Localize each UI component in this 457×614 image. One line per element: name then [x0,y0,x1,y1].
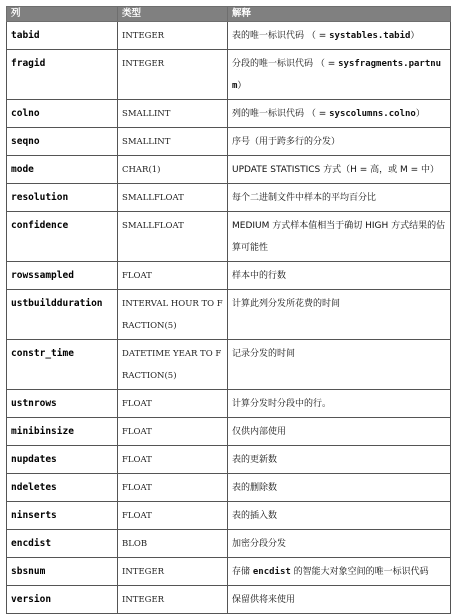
column-type-cell: SMALLINT [118,128,228,156]
code-reference: encdist [252,567,291,577]
description-text: 表的更新数 [232,455,278,465]
column-description-cell [228,22,451,50]
column-table [6,6,451,614]
description-text: 表的插入数 [232,511,278,521]
code-reference: sysfragments.partnum [232,59,442,91]
column-name-cell: rowssampled [7,262,118,290]
column-description-cell [228,50,451,100]
column-type-cell: DATETIME YEAR TO FRACTION(5) [118,340,228,390]
column-name-cell: tabid [7,22,118,50]
column-type-cell: FLOAT [118,418,228,446]
table-row [7,418,451,446]
column-name-cell: version [7,586,118,614]
column-description-cell [228,156,451,184]
column-name-cell: fragid [7,50,118,100]
column-description-cell [228,100,451,128]
table-row [7,390,451,418]
table-row [7,22,451,50]
description-text: MEDIUM 方式样本值相当于确切 HIGH 方式结果的估算可能性 [232,221,446,253]
column-name-cell: ndeletes [7,474,118,502]
column-name-cell: constr_time [7,340,118,390]
column-description-cell [228,446,451,474]
header-column: 列 [7,7,118,22]
column-type-cell: INTEGER [118,22,228,50]
document-page [6,6,450,614]
table-row [7,212,451,262]
column-type-cell: FLOAT [118,474,228,502]
description-text: 存储 [232,567,253,577]
column-description-cell [228,474,451,502]
column-type-cell: CHAR(1) [118,156,228,184]
column-description-cell [228,558,451,586]
table-row [7,100,451,128]
description-text: 记录分发的时间 [232,349,296,359]
column-name-cell: encdist [7,530,118,558]
column-name-cell: mode [7,156,118,184]
table-body [7,22,451,614]
description-text: 表的唯一标识代码 （ = [232,31,330,41]
column-description-cell [228,212,451,262]
column-type-cell: SMALLFLOAT [118,184,228,212]
column-description-cell [228,530,451,558]
column-description-cell [228,128,451,156]
table-row [7,474,451,502]
column-description-cell [228,586,451,614]
column-type-cell: FLOAT [118,262,228,290]
description-text: UPDATE STATISTICS 方式（H = 高，或 M = 中） [232,165,440,175]
table-row [7,530,451,558]
description-text: 的智能大对象空间的唯一标识代码 [290,567,429,577]
column-type-cell: SMALLFLOAT [118,212,228,262]
table-row [7,558,451,586]
table-row [7,128,451,156]
description-text: 仅供内部使用 [232,427,287,437]
column-name-cell: sbsnum [7,558,118,586]
description-text: ） [410,31,420,41]
column-type-cell: INTEGER [118,586,228,614]
table-header [7,7,451,22]
description-text: 序号（用于跨多行的分发） [232,137,341,147]
column-name-cell: resolution [7,184,118,212]
column-type-cell: INTERVAL HOUR TO FRACTION(5) [118,290,228,340]
column-name-cell: ustnrows [7,390,118,418]
code-reference: syscolumns.colno [329,109,416,119]
description-text: 每个二进制文件中样本的平均百分比 [232,193,377,203]
column-name-cell: colno [7,100,118,128]
description-text: 表的删除数 [232,483,278,493]
description-text: 加密分段分发 [232,539,287,549]
table-row [7,586,451,614]
column-type-cell: FLOAT [118,390,228,418]
column-description-cell [228,184,451,212]
column-name-cell: seqno [7,128,118,156]
description-text: ） [415,109,425,119]
table-row [7,262,451,290]
description-text: 计算分发时分段中的行。 [232,399,332,409]
column-description-cell [228,340,451,390]
column-type-cell: INTEGER [118,558,228,586]
column-description-cell [228,418,451,446]
column-type-cell: BLOB [118,530,228,558]
table-row [7,446,451,474]
description-text: 分段的唯一标识代码 （ = [232,59,339,69]
column-name-cell: confidence [7,212,118,262]
header-row [7,7,451,22]
column-description-cell [228,502,451,530]
description-text: 计算此列分发所花费的时间 [232,299,341,309]
header-type: 类型 [118,7,228,22]
description-text: 保留供将来使用 [232,595,296,605]
table-row [7,50,451,100]
column-name-cell: minibinsize [7,418,118,446]
table-row [7,290,451,340]
column-type-cell: FLOAT [118,502,228,530]
table-row [7,156,451,184]
column-type-cell: INTEGER [118,50,228,100]
table-row [7,340,451,390]
description-text: 样本中的行数 [232,271,287,281]
column-description-cell [228,390,451,418]
column-name-cell: ustbuildduration [7,290,118,340]
column-description-cell [228,262,451,290]
column-description-cell [228,290,451,340]
table-row [7,184,451,212]
code-reference: systables.tabid [329,31,411,41]
description-text: ） [237,81,247,91]
header-description: 解释 [228,7,451,22]
table-row [7,502,451,530]
column-type-cell: FLOAT [118,446,228,474]
description-text: 列的唯一标识代码 （ = [232,109,330,119]
column-name-cell: nupdates [7,446,118,474]
column-name-cell: ninserts [7,502,118,530]
column-type-cell: SMALLINT [118,100,228,128]
